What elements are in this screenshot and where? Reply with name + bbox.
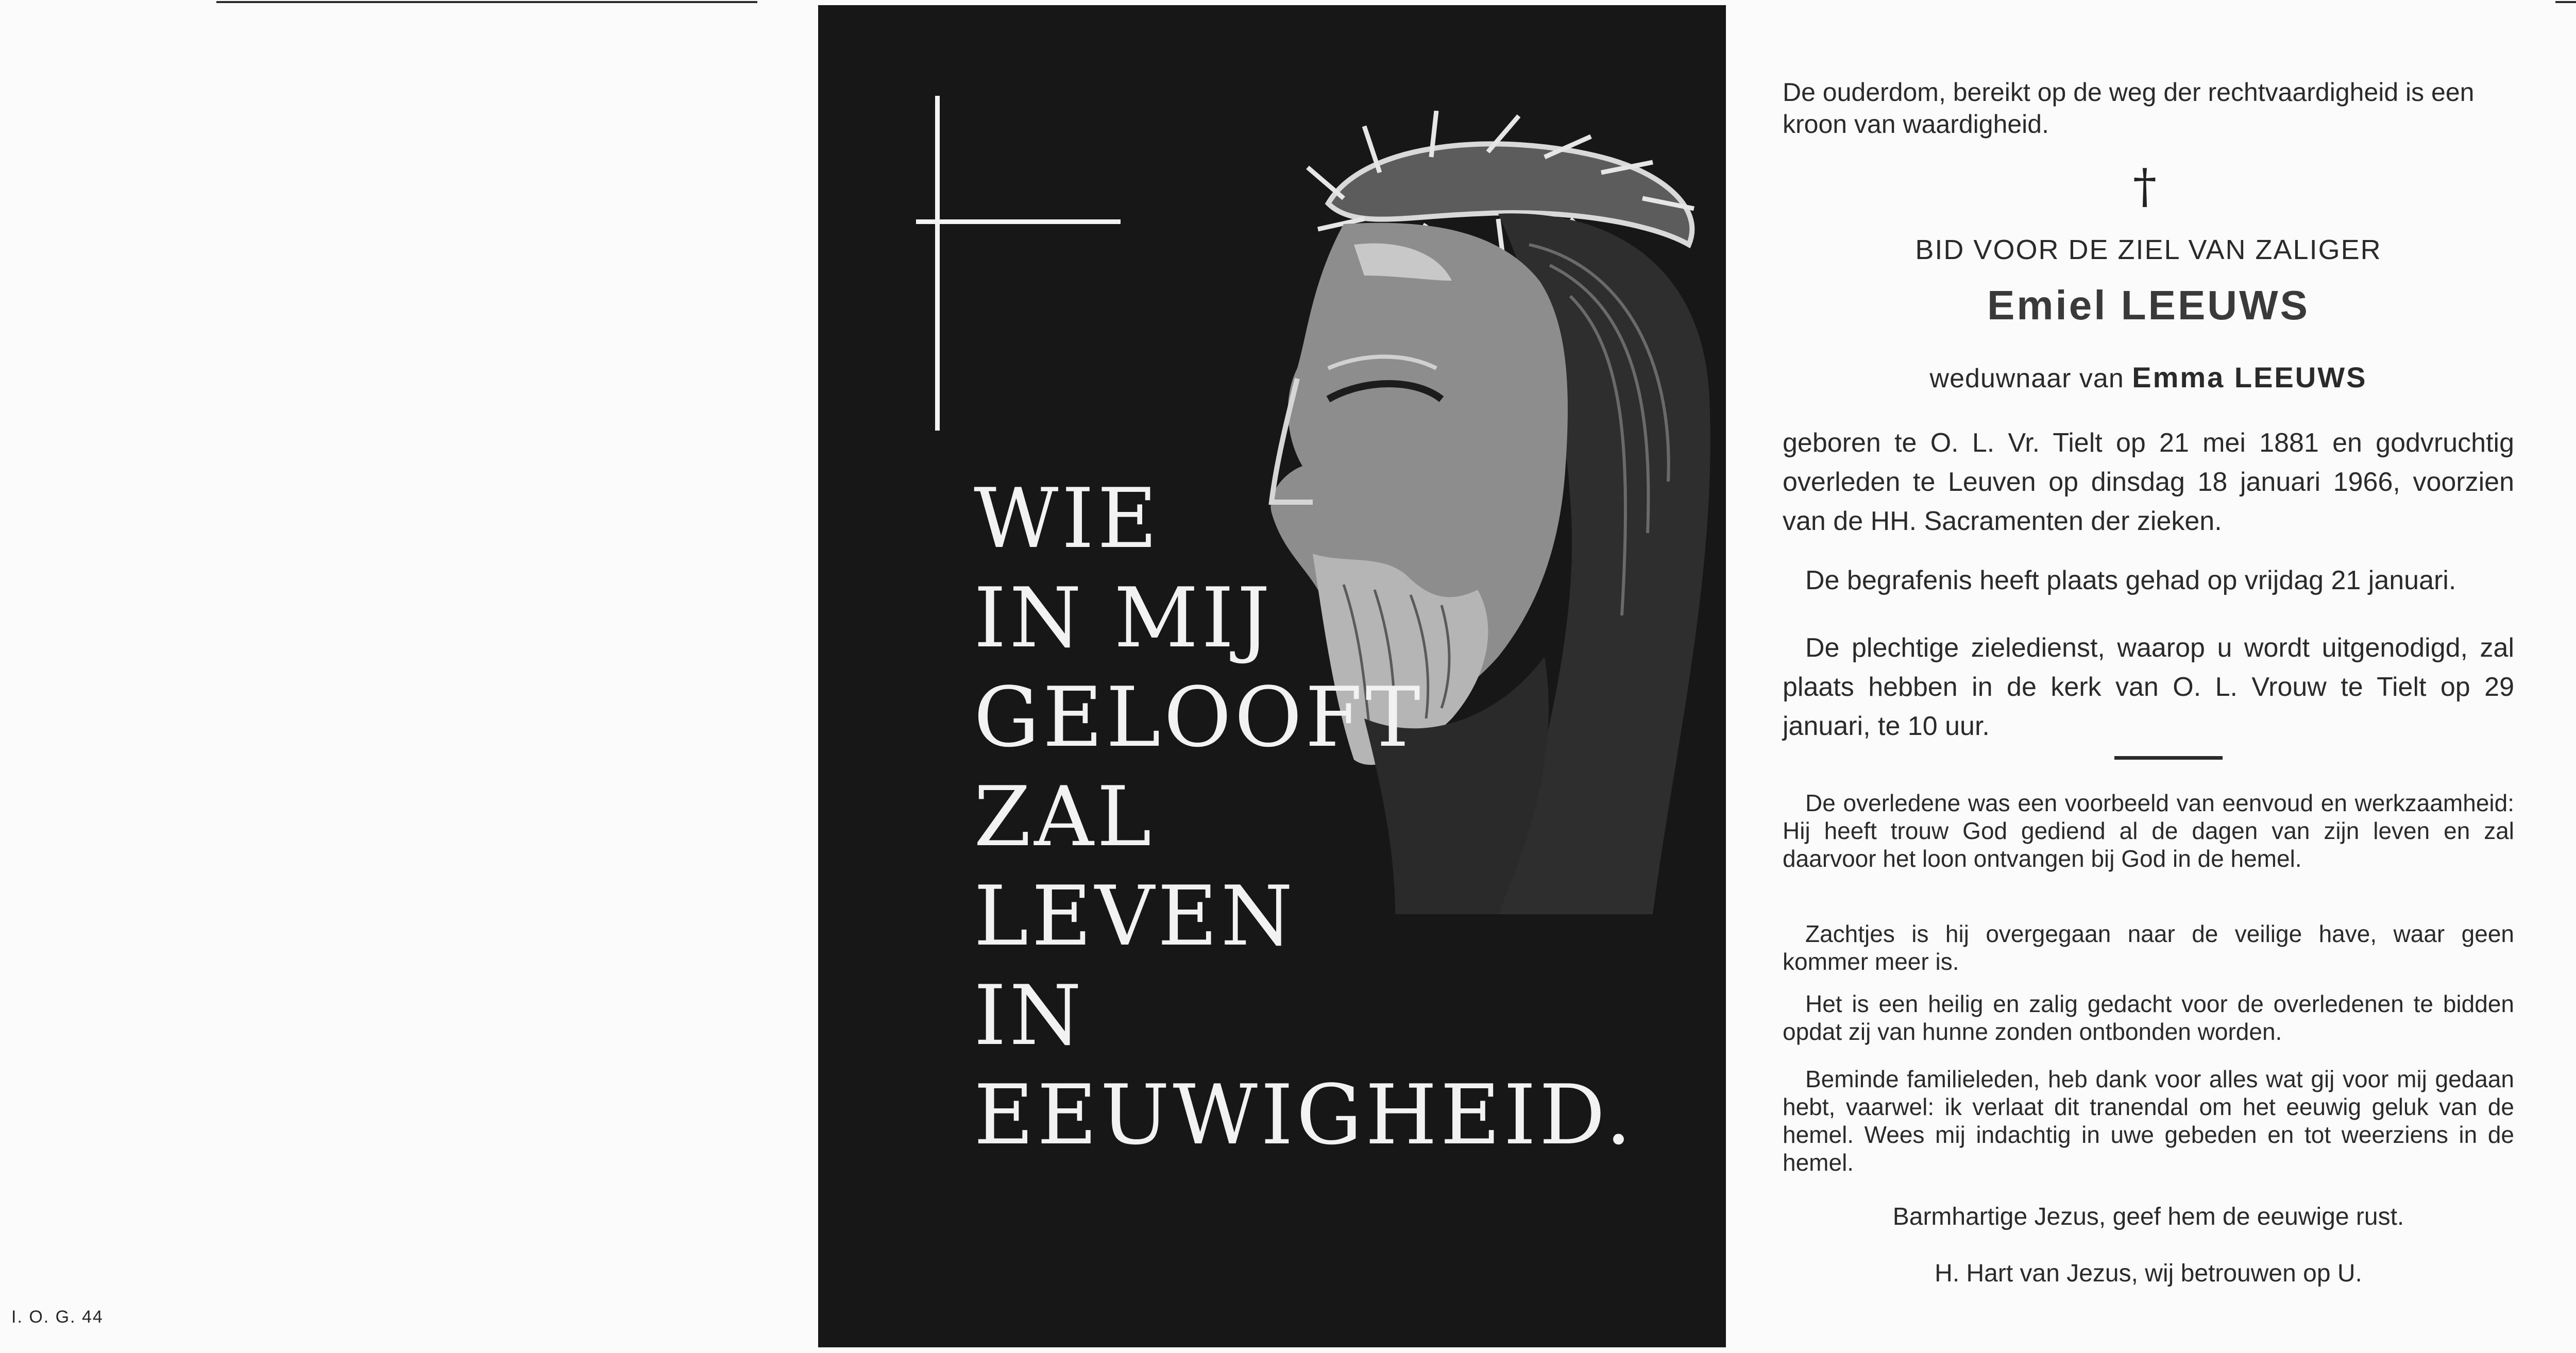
deceased-name: Emiel LEEUWS xyxy=(1987,282,2310,328)
verse-text xyxy=(974,469,1635,1164)
front-panel xyxy=(818,5,1726,1347)
scan-edge-line xyxy=(216,1,757,3)
verse-line: EEUWIGHEID. xyxy=(974,1067,1635,1163)
verse-line: IN MIJ xyxy=(974,570,1274,666)
verse-line: ZAL xyxy=(974,768,1155,865)
widower-line xyxy=(1783,361,2514,396)
edge-label: I. O. G. 44 xyxy=(11,1307,104,1327)
prayer-line: H. Hart van Jezus, wij betrouwen op U. xyxy=(1935,1260,2362,1287)
birth-death-paragraph: geboren te O. L. Vr. Tielt op 21 mei 1881 en godvruchtig overleden te Leuven op dinsdag 18 januari 1966, voorzien van de HH. Sacramenten der zieken. xyxy=(1783,428,2514,536)
service-paragraph: De plechtige zieledienst, waarop u wordt uitgenodigd, zal plaats hebben in de kerk van O. L. Vrouw te Tielt op 29 januari, te 10 uur. xyxy=(1783,633,2514,741)
farewell-paragraph: Beminde familieleden, heb dank voor alles wat gij voor mij gedaan hebt, vaarwel: ik verlaat dit tranendal om het eeuwig geluk van de hemel. Wees mij indachtig in uwe gebeden en tot weerziens in de hemel. xyxy=(1783,1066,2514,1176)
widower-prefix: weduwnaar van xyxy=(1929,364,2124,393)
funeral-paragraph: De begrafenis heeft plaats gehad op vrijdag 21 januari. xyxy=(1805,566,2456,595)
cross-icon xyxy=(935,96,940,431)
pray-line: BID VOOR DE ZIEL VAN ZALIGER xyxy=(1915,234,2382,265)
verse-line: WIE xyxy=(974,470,1161,567)
verse-line: LEVEN xyxy=(974,868,1296,964)
epigraph: De ouderdom, bereikt op de weg der rechtvaardigheid is een kroon van waardigheid. xyxy=(1783,78,2475,139)
peace-paragraph: Zachtjes is hij overgegaan naar de veilige have, waar geen kommer meer is. xyxy=(1783,920,2514,975)
spouse-name: Emma LEEUWS xyxy=(2132,361,2367,393)
dagger-icon: † xyxy=(2133,159,2157,214)
scan-edge-line xyxy=(2555,1,2576,3)
holy-thought-paragraph: Het is een heilig en zalig gedacht voor de overledenen te bidden opdat zij van hunne zonden ontbonden worden. xyxy=(1783,990,2514,1045)
tribute-paragraph: De overledene was een voorbeeld van eenvoud en werkzaamheid: Hij heeft trouw God gediend al de dagen van zijn leven en zal daarvoor het loon ontvangen bij God in de hemel. xyxy=(1783,790,2514,872)
verse-line: IN xyxy=(974,967,1085,1064)
verse-line: GELOOFT xyxy=(974,669,1423,765)
divider xyxy=(2114,756,2223,760)
prayer-line: Barmhartige Jezus, geef hem de eeuwige rust. xyxy=(1892,1203,2404,1230)
cross-icon-bar xyxy=(916,219,1121,224)
